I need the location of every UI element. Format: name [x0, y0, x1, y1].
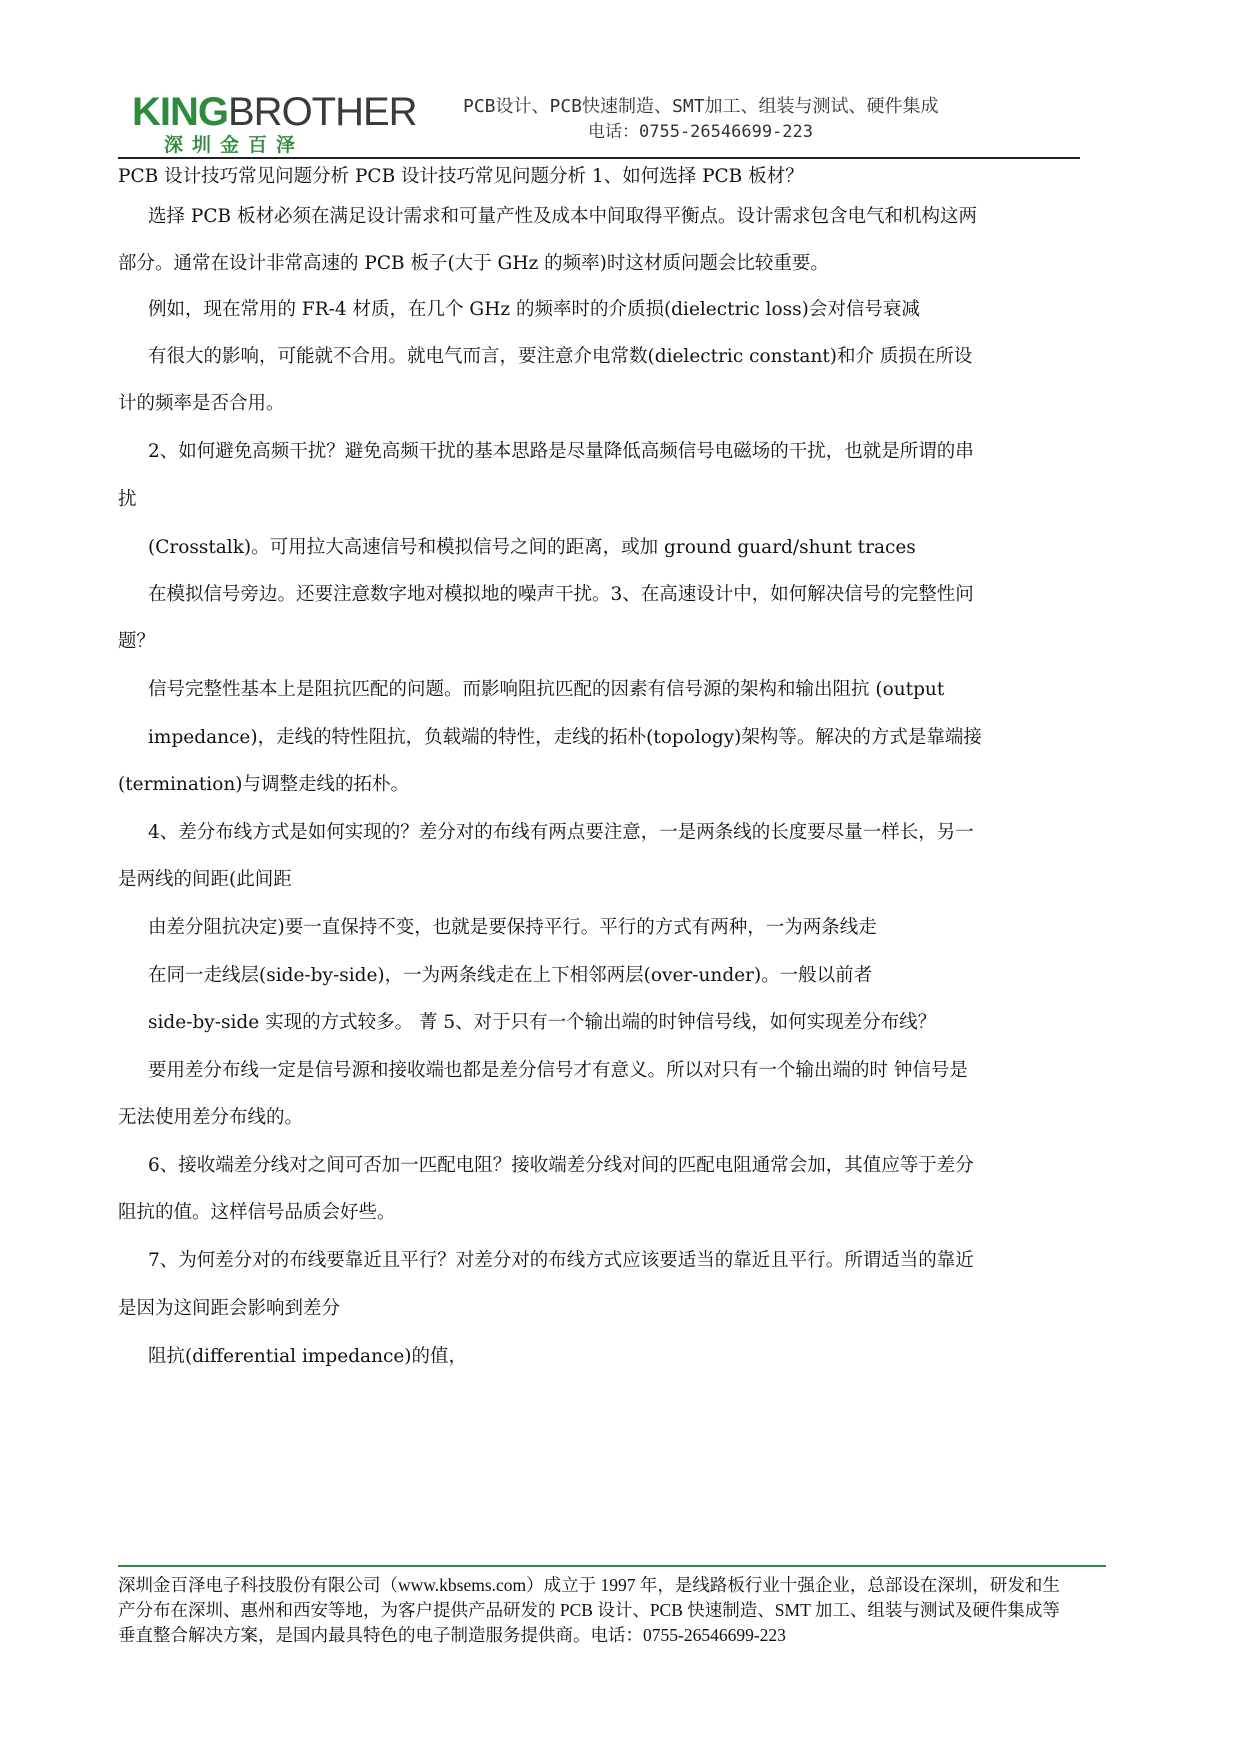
- body-line: 扰: [118, 489, 137, 510]
- logo-chinese-name: 深圳金百泽: [164, 134, 305, 156]
- company-footer: [118, 1573, 1118, 1648]
- company-logo: [132, 92, 417, 132]
- body-line: 2、如何避免高频干扰？避免高频干扰的基本思路是尽量降低高频信号电磁场的干扰，也就是所谓的串: [148, 441, 974, 462]
- body-line: 4、差分布线方式是如何实现的？差分对的布线有两点要注意，一是两条线的长度要尽量一样长，另一: [148, 822, 974, 843]
- letterhead: [118, 86, 1080, 158]
- body-line: PCB 设计技巧常见问题分析 PCB 设计技巧常见问题分析 1、如何选择 PCB 板材？: [118, 166, 804, 187]
- body-line: 在模拟信号旁边。还要注意数字地对模拟地的噪声干扰。3、在高速设计中，如何解决信号的完整性问: [148, 584, 974, 605]
- body-line: 7、为何差分对的布线要靠近且平行？对差分对的布线方式应该要适当的靠近且平行。所谓适当的靠近: [148, 1250, 974, 1271]
- body-line: 由差分阻抗决定)要一直保持不变，也就是要保持平行。平行的方式有两种，一为两条线走: [148, 917, 877, 938]
- body-line: 6、接收端差分线对之间可否加一匹配电阻？接收端差分线对间的匹配电阻通常会加，其值应等于差分: [148, 1155, 974, 1176]
- body-line: 阻抗(differential impedance)的值，: [148, 1346, 468, 1367]
- header-divider: [118, 157, 1080, 159]
- body-line: 是两线的间距(此间距: [118, 869, 292, 890]
- header-phone: 电话：0755-26546699-223: [588, 122, 813, 142]
- footer-line: 垂直整合解决方案，是国内最具特色的电子制造服务提供商。电话：0755-26546699-223: [118, 1625, 786, 1645]
- body-line: 是因为这间距会影响到差分: [118, 1298, 341, 1319]
- body-line: side-by-side 实现的方式较多。 菁 5、对于只有一个输出端的时钟信号线，如何实现差分布线？: [148, 1012, 937, 1033]
- header-tagline: PCB设计、PCB快速制造、SMT加工、组装与测试、硬件集成: [463, 96, 939, 117]
- footer-line: 深圳金百泽电子科技股份有限公司（www.kbsems.com）成立于 1997 年，是线路板行业十强企业，总部设在深圳，研发和生: [118, 1575, 1060, 1595]
- body-line: 例如，现在常用的 FR-4 材质，在几个 GHz 的频率时的介质损(dielectric loss)会对信号衰减: [148, 299, 920, 320]
- body-line: (Crosstalk)。可用拉大高速信号和模拟信号之间的距离，或加 ground guard/shunt traces: [148, 537, 916, 558]
- body-line: 题？: [118, 631, 156, 652]
- logo-brother-text: BROTHER: [228, 90, 417, 134]
- logo-king-text: KING: [132, 90, 228, 134]
- footer-line: 产分布在深圳、惠州和西安等地，为客户提供产品研发的 PCB 设计、PCB 快速制造、SMT 加工、组装与测试及硬件集成等: [118, 1600, 1060, 1620]
- body-line: (termination)与调整走线的拓朴。: [118, 774, 409, 795]
- body-line: impedance)，走线的特性阻抗，负载端的特性，走线的拓朴(topology)架构等。解决的方式是靠端接: [148, 727, 982, 748]
- body-line: 选择 PCB 板材必须在满足设计需求和可量产性及成本中间取得平衡点。设计需求包含电气和机构这两: [148, 206, 977, 227]
- body-line: 无法使用差分布线的。: [118, 1107, 304, 1128]
- body-line: 有很大的影响，可能就不合用。就电气而言，要注意介电常数(dielectric constant)和介 质损在所设: [148, 346, 973, 367]
- body-line: 阻抗的值。这样信号品质会好些。: [118, 1202, 396, 1223]
- body-line: 在同一走线层(side-by-side)，一为两条线走在上下相邻两层(over-under)。一般以前者: [148, 965, 873, 986]
- body-line: 计的频率是否合用。: [118, 393, 285, 414]
- body-line: 信号完整性基本上是阻抗匹配的问题。而影响阻抗匹配的因素有信号源的架构和输出阻抗 (output: [148, 679, 945, 700]
- body-line: 部分。通常在设计非常高速的 PCB 板子(大于 GHz 的频率)时这材质问题会比较重要。: [118, 253, 829, 274]
- footer-divider: [118, 1565, 1106, 1567]
- body-line: 要用差分布线一定是信号源和接收端也都是差分信号才有意义。所以对只有一个输出端的时 钟信号是: [148, 1060, 968, 1081]
